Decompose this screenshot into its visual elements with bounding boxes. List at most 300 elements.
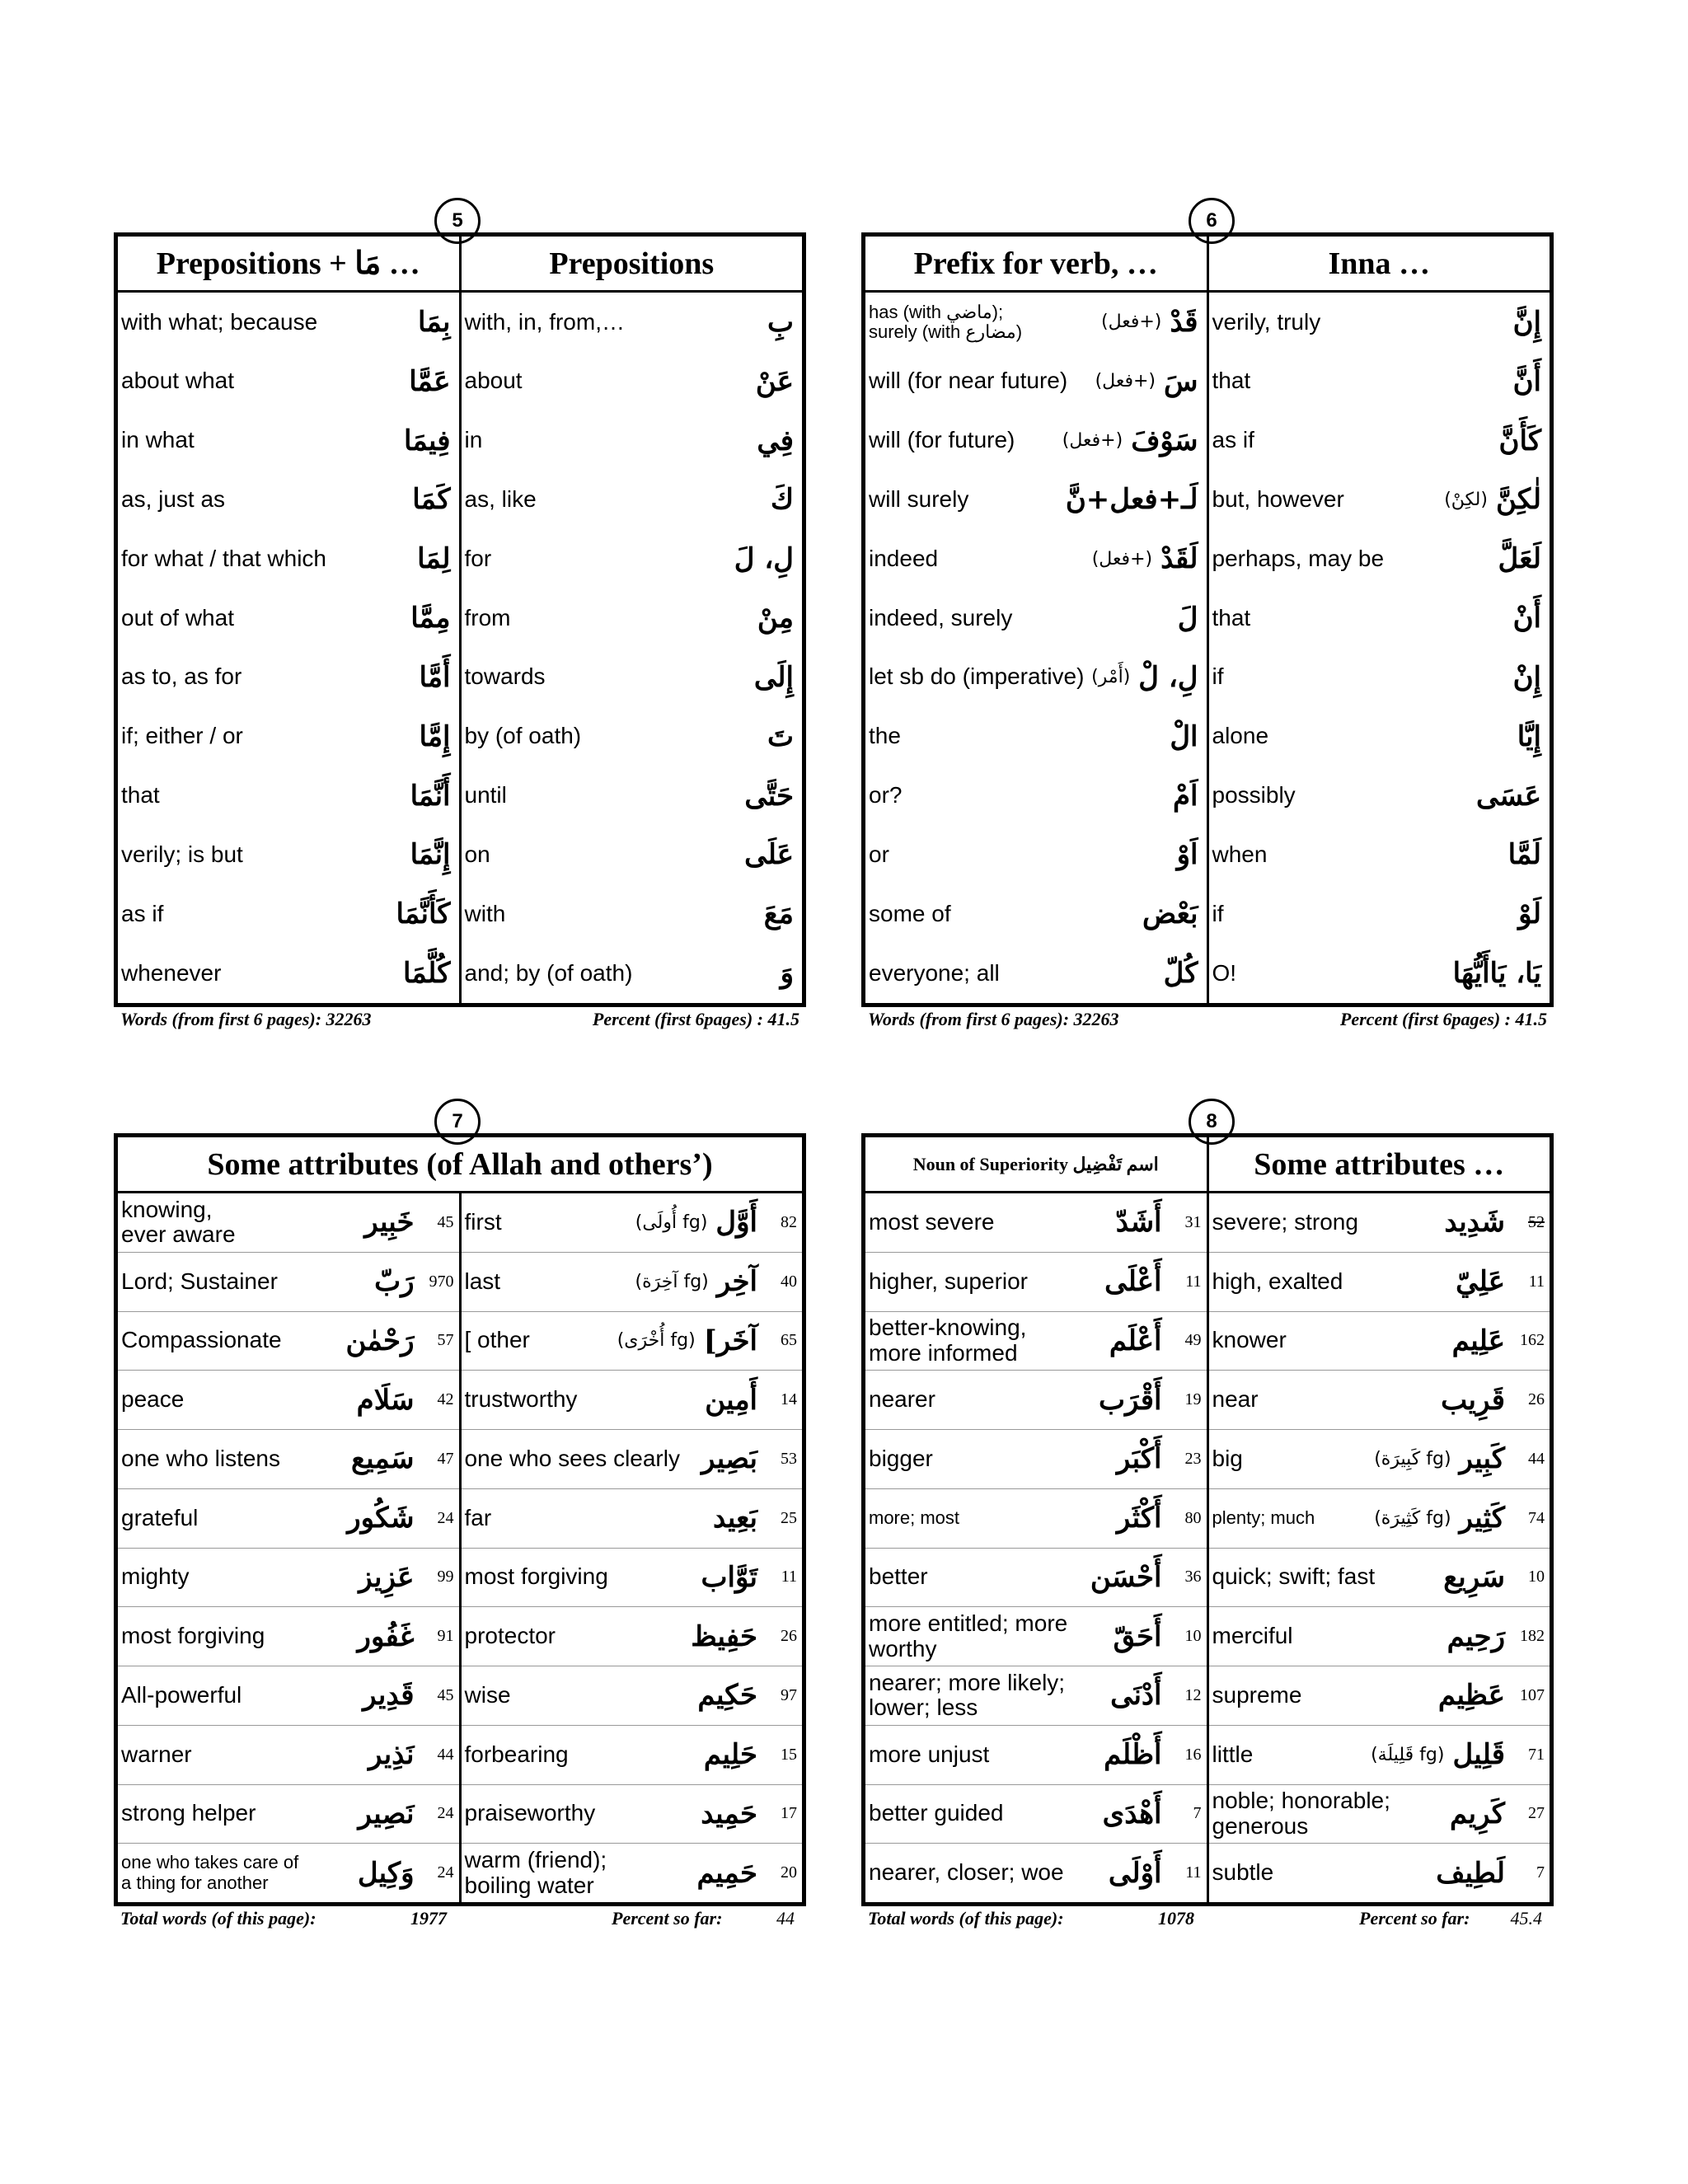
arabic-word: كَبِير — [1459, 1442, 1505, 1476]
english-gloss: possibly — [1212, 782, 1296, 808]
english-gloss: knower — [1212, 1327, 1287, 1353]
english-gloss: grateful — [121, 1504, 199, 1530]
english-gloss: severe; strong — [1212, 1208, 1358, 1235]
table-row — [1209, 1844, 1550, 1902]
card-6 — [861, 198, 1554, 1030]
table-row — [865, 470, 1207, 529]
row-list — [118, 293, 459, 1003]
table-row — [865, 1844, 1207, 1902]
english-gloss: most forgiving — [464, 1563, 608, 1590]
arabic-word: حَتَّى — [744, 779, 794, 813]
arabic-word: لِ، لْ — [1138, 660, 1198, 694]
table-row — [462, 707, 803, 766]
frequency-count: 74 — [1528, 1508, 1545, 1527]
arabic-word: كَ — [770, 483, 794, 517]
english-gloss: better-knowing, more informed — [869, 1315, 1027, 1366]
table-row — [1209, 648, 1550, 707]
card-number-badge: 8 — [1189, 1099, 1235, 1145]
english-gloss: knowing, ever aware — [121, 1196, 236, 1248]
frequency-count: 7 — [1536, 1863, 1545, 1882]
arabic-word: حَكِيم — [697, 1679, 757, 1713]
english-gloss: quick; swift; fast — [1212, 1563, 1376, 1590]
table-row — [118, 588, 459, 648]
frequency-count: 11 — [1528, 1272, 1545, 1291]
english-gloss: will (for future) — [869, 427, 1015, 453]
table-row — [462, 529, 803, 588]
table-row — [462, 648, 803, 707]
arabic-word: سَرِيع — [1443, 1560, 1505, 1594]
arabic-word: عَزِيز — [359, 1560, 415, 1594]
footer-left: Words (from first 6 pages): 32263 — [120, 1009, 372, 1029]
table-column-left — [865, 237, 1207, 1003]
arabic-word: إِمَّا — [419, 719, 451, 753]
english-gloss: strong helper — [121, 1800, 256, 1826]
english-gloss: nearer; more likely; lower; less — [869, 1669, 1066, 1721]
footer-percent-label: Percent so far: — [1359, 1908, 1470, 1929]
arabic-word: أَحَقّ — [1113, 1619, 1162, 1653]
english-gloss: one who takes care of a thing for another — [121, 1852, 299, 1893]
arabic-word: اَمْ — [1173, 779, 1198, 813]
english-gloss: in — [464, 427, 483, 453]
grammar-note: (fg كَثِيرَة) — [1374, 1507, 1451, 1529]
english-gloss: little — [1212, 1741, 1254, 1767]
grammar-note: (+فعل) — [1062, 430, 1123, 452]
frequency-count: 970 — [429, 1272, 454, 1291]
english-gloss: big — [1212, 1445, 1243, 1471]
frequency-count: 57 — [437, 1331, 454, 1350]
arabic-word: قَدِير — [363, 1679, 415, 1713]
arabic-word: إِنْ — [1512, 660, 1541, 694]
grammar-note: (+فعل) — [1095, 371, 1156, 392]
arabic-word: أَكْبَر — [1116, 1442, 1162, 1476]
table-row — [865, 1193, 1207, 1253]
table-row — [462, 1193, 803, 1253]
arabic-word: تَ — [767, 719, 794, 753]
frequency-count: 42 — [437, 1390, 454, 1409]
english-gloss: subtle — [1212, 1859, 1274, 1886]
table-row — [865, 1253, 1207, 1312]
arabic-word: رَحْمٰن — [345, 1324, 415, 1357]
table-row — [865, 825, 1207, 884]
english-gloss: as if — [121, 900, 164, 926]
column-header: Noun of Superiority اسم تَفْضِيل — [865, 1137, 1207, 1193]
card-7 — [114, 1099, 806, 1931]
arabic-word: أَحْسَن — [1090, 1560, 1162, 1594]
table-row — [865, 1489, 1207, 1549]
english-gloss: out of what — [121, 604, 234, 630]
arabic-word: اَوْ — [1176, 838, 1198, 872]
arabic-word: عَمَّا — [409, 364, 451, 398]
arabic-word: عَلِيّ — [1456, 1265, 1505, 1299]
table-body — [118, 1193, 802, 1902]
card-number-badge: 7 — [434, 1099, 481, 1145]
table-row — [865, 293, 1207, 352]
frequency-count: 12 — [1184, 1685, 1202, 1704]
arabic-word: رَحِيم — [1447, 1619, 1505, 1653]
footer-percent-value: 45.4 — [1510, 1908, 1542, 1929]
english-gloss: on — [464, 841, 490, 867]
arabic-word: إِنَّ — [1512, 305, 1541, 339]
table-row — [118, 648, 459, 707]
table-row — [1209, 766, 1550, 826]
footer-total-label: Total words (of this page): — [868, 1908, 1064, 1929]
arabic-word: قَدْ — [1170, 305, 1198, 339]
frequency-count: 14 — [781, 1390, 797, 1409]
card-5 — [114, 198, 806, 1030]
frequency-count: 53 — [781, 1449, 797, 1468]
table-row — [462, 352, 803, 411]
frequency-count: 36 — [1184, 1568, 1202, 1586]
table-row — [462, 1607, 803, 1666]
english-gloss: one who sees clearly — [464, 1445, 680, 1471]
arabic-word: نَذِير — [368, 1738, 415, 1772]
arabic-word: أَنَّ — [1512, 364, 1541, 398]
english-gloss: let sb do (imperative) — [869, 663, 1085, 690]
table-row — [118, 1193, 459, 1253]
frequency-count: 82 — [781, 1212, 797, 1231]
footer-left: Words (from first 6 pages): 32263 — [868, 1009, 1119, 1029]
table-row — [118, 1549, 459, 1608]
table-column-right — [1207, 1137, 1550, 1902]
frequency-count: 49 — [1184, 1331, 1202, 1350]
frequency-count: 24 — [437, 1863, 454, 1882]
arabic-word: بِ — [767, 305, 794, 339]
table-row — [1209, 1607, 1550, 1666]
frequency-count: 15 — [781, 1745, 797, 1764]
arabic-word: بَصِير — [701, 1442, 757, 1476]
frequency-count: 11 — [781, 1568, 797, 1586]
frequency-count: 19 — [1184, 1390, 1202, 1409]
table-row — [462, 1549, 803, 1608]
english-gloss: more unjust — [869, 1741, 990, 1767]
english-gloss: or? — [869, 782, 903, 808]
footer-percent-value: 44 — [776, 1908, 795, 1929]
arabic-word: مِنْ — [757, 602, 794, 635]
english-gloss: and; by (of oath) — [464, 959, 633, 986]
arabic-word: آخَر] — [703, 1324, 757, 1357]
english-gloss: far — [464, 1504, 492, 1530]
english-gloss: higher, superior — [869, 1268, 1029, 1294]
arabic-word: أَنْ — [1512, 602, 1541, 635]
table-row — [118, 1844, 459, 1902]
table-row — [118, 1253, 459, 1312]
frequency-count: 24 — [437, 1508, 454, 1527]
column-header: Prepositions + مَا … — [118, 237, 459, 293]
arabic-word: عَلِيم — [1451, 1324, 1505, 1357]
frequency-count: 182 — [1520, 1627, 1545, 1646]
frequency-count: 26 — [1528, 1390, 1545, 1409]
english-gloss: or — [869, 841, 889, 867]
english-gloss: nearer, closer; woe — [869, 1859, 1064, 1886]
arabic-word: وَ — [780, 957, 794, 991]
english-gloss: verily; is but — [121, 841, 243, 867]
english-gloss: towards — [464, 663, 546, 690]
table-row — [1209, 825, 1550, 884]
arabic-word: أَنَّمَا — [410, 779, 451, 813]
table-row — [118, 529, 459, 588]
frequency-count: 23 — [1184, 1449, 1202, 1468]
card-title: Some attributes (of Allah and others’) — [118, 1137, 802, 1193]
english-gloss: whenever — [121, 959, 222, 986]
arabic-word: أَعْلَى — [1104, 1265, 1162, 1299]
english-gloss: by (of oath) — [464, 723, 582, 749]
grammar-note: (fg قَلِيلَة) — [1371, 1744, 1445, 1765]
table-row — [118, 352, 459, 411]
column-header: Inna … — [1209, 237, 1550, 293]
table-row — [1209, 352, 1550, 411]
english-gloss: protector — [464, 1623, 556, 1649]
arabic-word: حَفِيظ — [691, 1619, 757, 1653]
frequency-count: 65 — [781, 1331, 797, 1350]
table-row — [118, 944, 459, 1003]
arabic-word: عَلَى — [744, 838, 794, 872]
frequency-count: 20 — [781, 1863, 797, 1882]
english-gloss: the — [869, 723, 901, 749]
frequency-count: 25 — [781, 1508, 797, 1527]
table-row — [1209, 1489, 1550, 1549]
frequency-count: 71 — [1528, 1745, 1545, 1764]
english-gloss: wise — [464, 1681, 511, 1708]
table-row — [462, 1844, 803, 1902]
table-row — [865, 1726, 1207, 1785]
table-row — [1209, 1549, 1550, 1608]
english-gloss: as to, as for — [121, 663, 242, 690]
arabic-word: كَأَنَّ — [1498, 424, 1541, 457]
card-number-badge: 6 — [1189, 198, 1235, 244]
frequency-count: 107 — [1520, 1685, 1545, 1704]
row-list — [1209, 293, 1550, 1003]
table-row — [118, 1785, 459, 1844]
english-gloss: will surely — [869, 486, 969, 512]
arabic-word: غَفُور — [357, 1619, 415, 1653]
grammar-note: (fg كَبِيرَة) — [1374, 1448, 1451, 1469]
frequency-count: 27 — [1528, 1804, 1545, 1823]
row-list — [462, 293, 803, 1003]
english-gloss: Compassionate — [121, 1327, 282, 1353]
table-column-right — [459, 237, 803, 1003]
table-row — [1209, 588, 1550, 648]
grammar-note: (+فعل) — [1091, 548, 1153, 569]
arabic-word: أَهْدَى — [1102, 1797, 1162, 1830]
english-gloss: everyone; all — [869, 959, 1000, 986]
frequency-count: 52 — [1528, 1212, 1545, 1231]
arabic-word: أَوْلَى — [1108, 1856, 1162, 1890]
table-row — [865, 766, 1207, 826]
english-gloss: verily, truly — [1212, 308, 1321, 335]
arabic-word: سَوْفَ — [1131, 424, 1198, 457]
table-row — [462, 470, 803, 529]
english-gloss: more entitled; more worthy — [869, 1610, 1068, 1661]
english-gloss: better guided — [869, 1800, 1004, 1826]
table-row — [118, 825, 459, 884]
frequency-count: 45 — [437, 1685, 454, 1704]
footer-total-value: 1977 — [410, 1908, 447, 1929]
english-gloss: praiseworthy — [464, 1800, 596, 1826]
arabic-word: شَدِيد — [1444, 1206, 1505, 1240]
english-gloss: trustworthy — [464, 1386, 578, 1413]
arabic-word: لَعَلَّ — [1498, 542, 1541, 576]
footer-total-value: 1078 — [1158, 1908, 1194, 1929]
english-gloss: with, in, from,… — [464, 308, 625, 335]
english-gloss: peace — [121, 1386, 185, 1413]
grammar-note: (أَمْر) — [1091, 667, 1131, 688]
arabic-word: فِي — [757, 424, 794, 457]
table-row — [865, 411, 1207, 471]
english-gloss: from — [464, 604, 511, 630]
english-gloss: nearer — [869, 1386, 935, 1413]
table-row — [1209, 1666, 1550, 1726]
frequency-count: 17 — [781, 1804, 797, 1823]
english-gloss: about what — [121, 368, 234, 394]
arabic-word: أَمَّا — [419, 660, 451, 694]
table-row — [865, 1430, 1207, 1489]
card-8 — [861, 1099, 1554, 1931]
footer-right: Percent (first 6pages) : 41.5 — [1339, 1009, 1547, 1029]
arabic-word: لَمَّا — [1507, 838, 1541, 872]
english-gloss: All-powerful — [121, 1681, 242, 1708]
english-gloss: that — [121, 782, 160, 808]
table-row — [865, 1785, 1207, 1844]
english-gloss: about — [464, 368, 523, 394]
table-column-right — [1207, 237, 1550, 1003]
english-gloss: [ other — [464, 1327, 530, 1353]
arabic-word: كُلَّمَا — [403, 957, 451, 991]
arabic-word: لٰكِنَّ — [1495, 483, 1541, 517]
row-list — [462, 1193, 803, 1902]
frequency-count: 26 — [781, 1627, 797, 1646]
arabic-word: إِيَّا — [1517, 719, 1541, 753]
card-number-badge: 5 — [434, 198, 481, 244]
table-column-left — [865, 1137, 1207, 1902]
arabic-word: سَمِيع — [351, 1442, 415, 1476]
english-gloss: more; most — [869, 1507, 960, 1529]
card-table — [861, 232, 1554, 1007]
table-row — [1209, 1193, 1550, 1253]
table-column-left — [118, 1193, 459, 1902]
table-row — [118, 1430, 459, 1489]
english-gloss: as, like — [464, 486, 537, 512]
english-gloss: warner — [121, 1741, 192, 1767]
table-row — [865, 352, 1207, 411]
english-gloss: better — [869, 1563, 928, 1590]
arabic-word: أَدْنَى — [1110, 1679, 1162, 1713]
grammar-note: (لكِنْ) — [1444, 489, 1488, 510]
frequency-count: 44 — [1528, 1449, 1545, 1468]
english-gloss: that — [1212, 604, 1251, 630]
english-gloss: but, however — [1212, 486, 1344, 512]
arabic-word: بِمَا — [418, 305, 451, 339]
table-row — [118, 1312, 459, 1371]
arabic-word: أَعْلَم — [1109, 1324, 1162, 1357]
arabic-word: يَا، يَاأَيُّهَا — [1452, 957, 1541, 991]
table-row — [1209, 529, 1550, 588]
english-gloss: merciful — [1212, 1623, 1293, 1649]
english-gloss: one who listens — [121, 1445, 281, 1471]
english-gloss: bigger — [869, 1445, 933, 1471]
arabic-word: مَعَ — [763, 898, 794, 931]
arabic-word: كَأَنَّمَا — [396, 898, 451, 931]
english-gloss: near — [1212, 1386, 1259, 1413]
table-row — [1209, 411, 1550, 471]
english-gloss: mighty — [121, 1563, 190, 1590]
arabic-word: عَظِيم — [1437, 1679, 1505, 1713]
table-row — [462, 1430, 803, 1489]
frequency-count: 11 — [1185, 1863, 1202, 1882]
row-list — [865, 1193, 1207, 1902]
english-gloss: first — [464, 1208, 502, 1235]
table-row — [865, 944, 1207, 1003]
table-row — [118, 707, 459, 766]
arabic-word: لَـ+فعل+نَّ — [1065, 483, 1198, 517]
table-row — [118, 1726, 459, 1785]
frequency-count: 97 — [781, 1685, 797, 1704]
english-gloss: will (for near future) — [869, 368, 1068, 394]
english-gloss: as if — [1212, 427, 1254, 453]
arabic-word: وَكِيل — [357, 1856, 415, 1890]
english-gloss: last — [464, 1268, 501, 1294]
arabic-word: تَوَّاب — [701, 1560, 757, 1594]
frequency-count: 31 — [1184, 1212, 1202, 1231]
table-row — [865, 1549, 1207, 1608]
arabic-word: كَثِير — [1459, 1502, 1505, 1535]
english-gloss: for what / that which — [121, 545, 327, 571]
english-gloss: O! — [1212, 959, 1237, 986]
table-row — [462, 1666, 803, 1726]
arabic-word: كَرِيم — [1449, 1797, 1505, 1830]
arabic-word: لَوْ — [1518, 898, 1541, 931]
table-row — [462, 1726, 803, 1785]
english-gloss: supreme — [1212, 1681, 1302, 1708]
arabic-word: إِنَّمَا — [410, 838, 451, 872]
english-gloss: indeed, surely — [869, 604, 1013, 630]
frequency-count: 10 — [1528, 1568, 1545, 1586]
table-column-left — [118, 237, 459, 1003]
english-gloss: some of — [869, 900, 951, 926]
table-column-right — [459, 1193, 803, 1902]
arabic-word: بَعْض — [1142, 898, 1198, 931]
frequency-count: 10 — [1184, 1627, 1202, 1646]
table-row — [462, 293, 803, 352]
row-list — [118, 1193, 459, 1902]
frequency-count: 91 — [437, 1627, 454, 1646]
card-table — [114, 1133, 806, 1906]
english-gloss: until — [464, 782, 507, 808]
frequency-count: 40 — [781, 1272, 797, 1291]
table-row — [1209, 1430, 1550, 1489]
arabic-word: قَرِيب — [1441, 1383, 1505, 1417]
table-row — [1209, 884, 1550, 944]
table-row — [118, 293, 459, 352]
frequency-count: 7 — [1193, 1804, 1202, 1823]
frequency-count: 162 — [1520, 1331, 1545, 1350]
table-row — [1209, 1371, 1550, 1430]
arabic-word: أَظْلَم — [1104, 1738, 1162, 1772]
frequency-count: 45 — [437, 1212, 454, 1231]
table-row — [1209, 1785, 1550, 1844]
arabic-word: سَلَام — [356, 1383, 415, 1417]
frequency-count: 44 — [437, 1745, 454, 1764]
english-gloss: for — [464, 545, 492, 571]
arabic-word: لَطِيف — [1436, 1856, 1505, 1890]
table-row — [462, 884, 803, 944]
english-gloss: Lord; Sustainer — [121, 1268, 278, 1294]
table-row — [462, 766, 803, 826]
arabic-word: أَكْثَر — [1116, 1502, 1162, 1535]
arabic-word: الْ — [1170, 719, 1198, 753]
frequency-count: 11 — [1185, 1272, 1202, 1291]
table-row — [462, 825, 803, 884]
table-row — [462, 1312, 803, 1371]
